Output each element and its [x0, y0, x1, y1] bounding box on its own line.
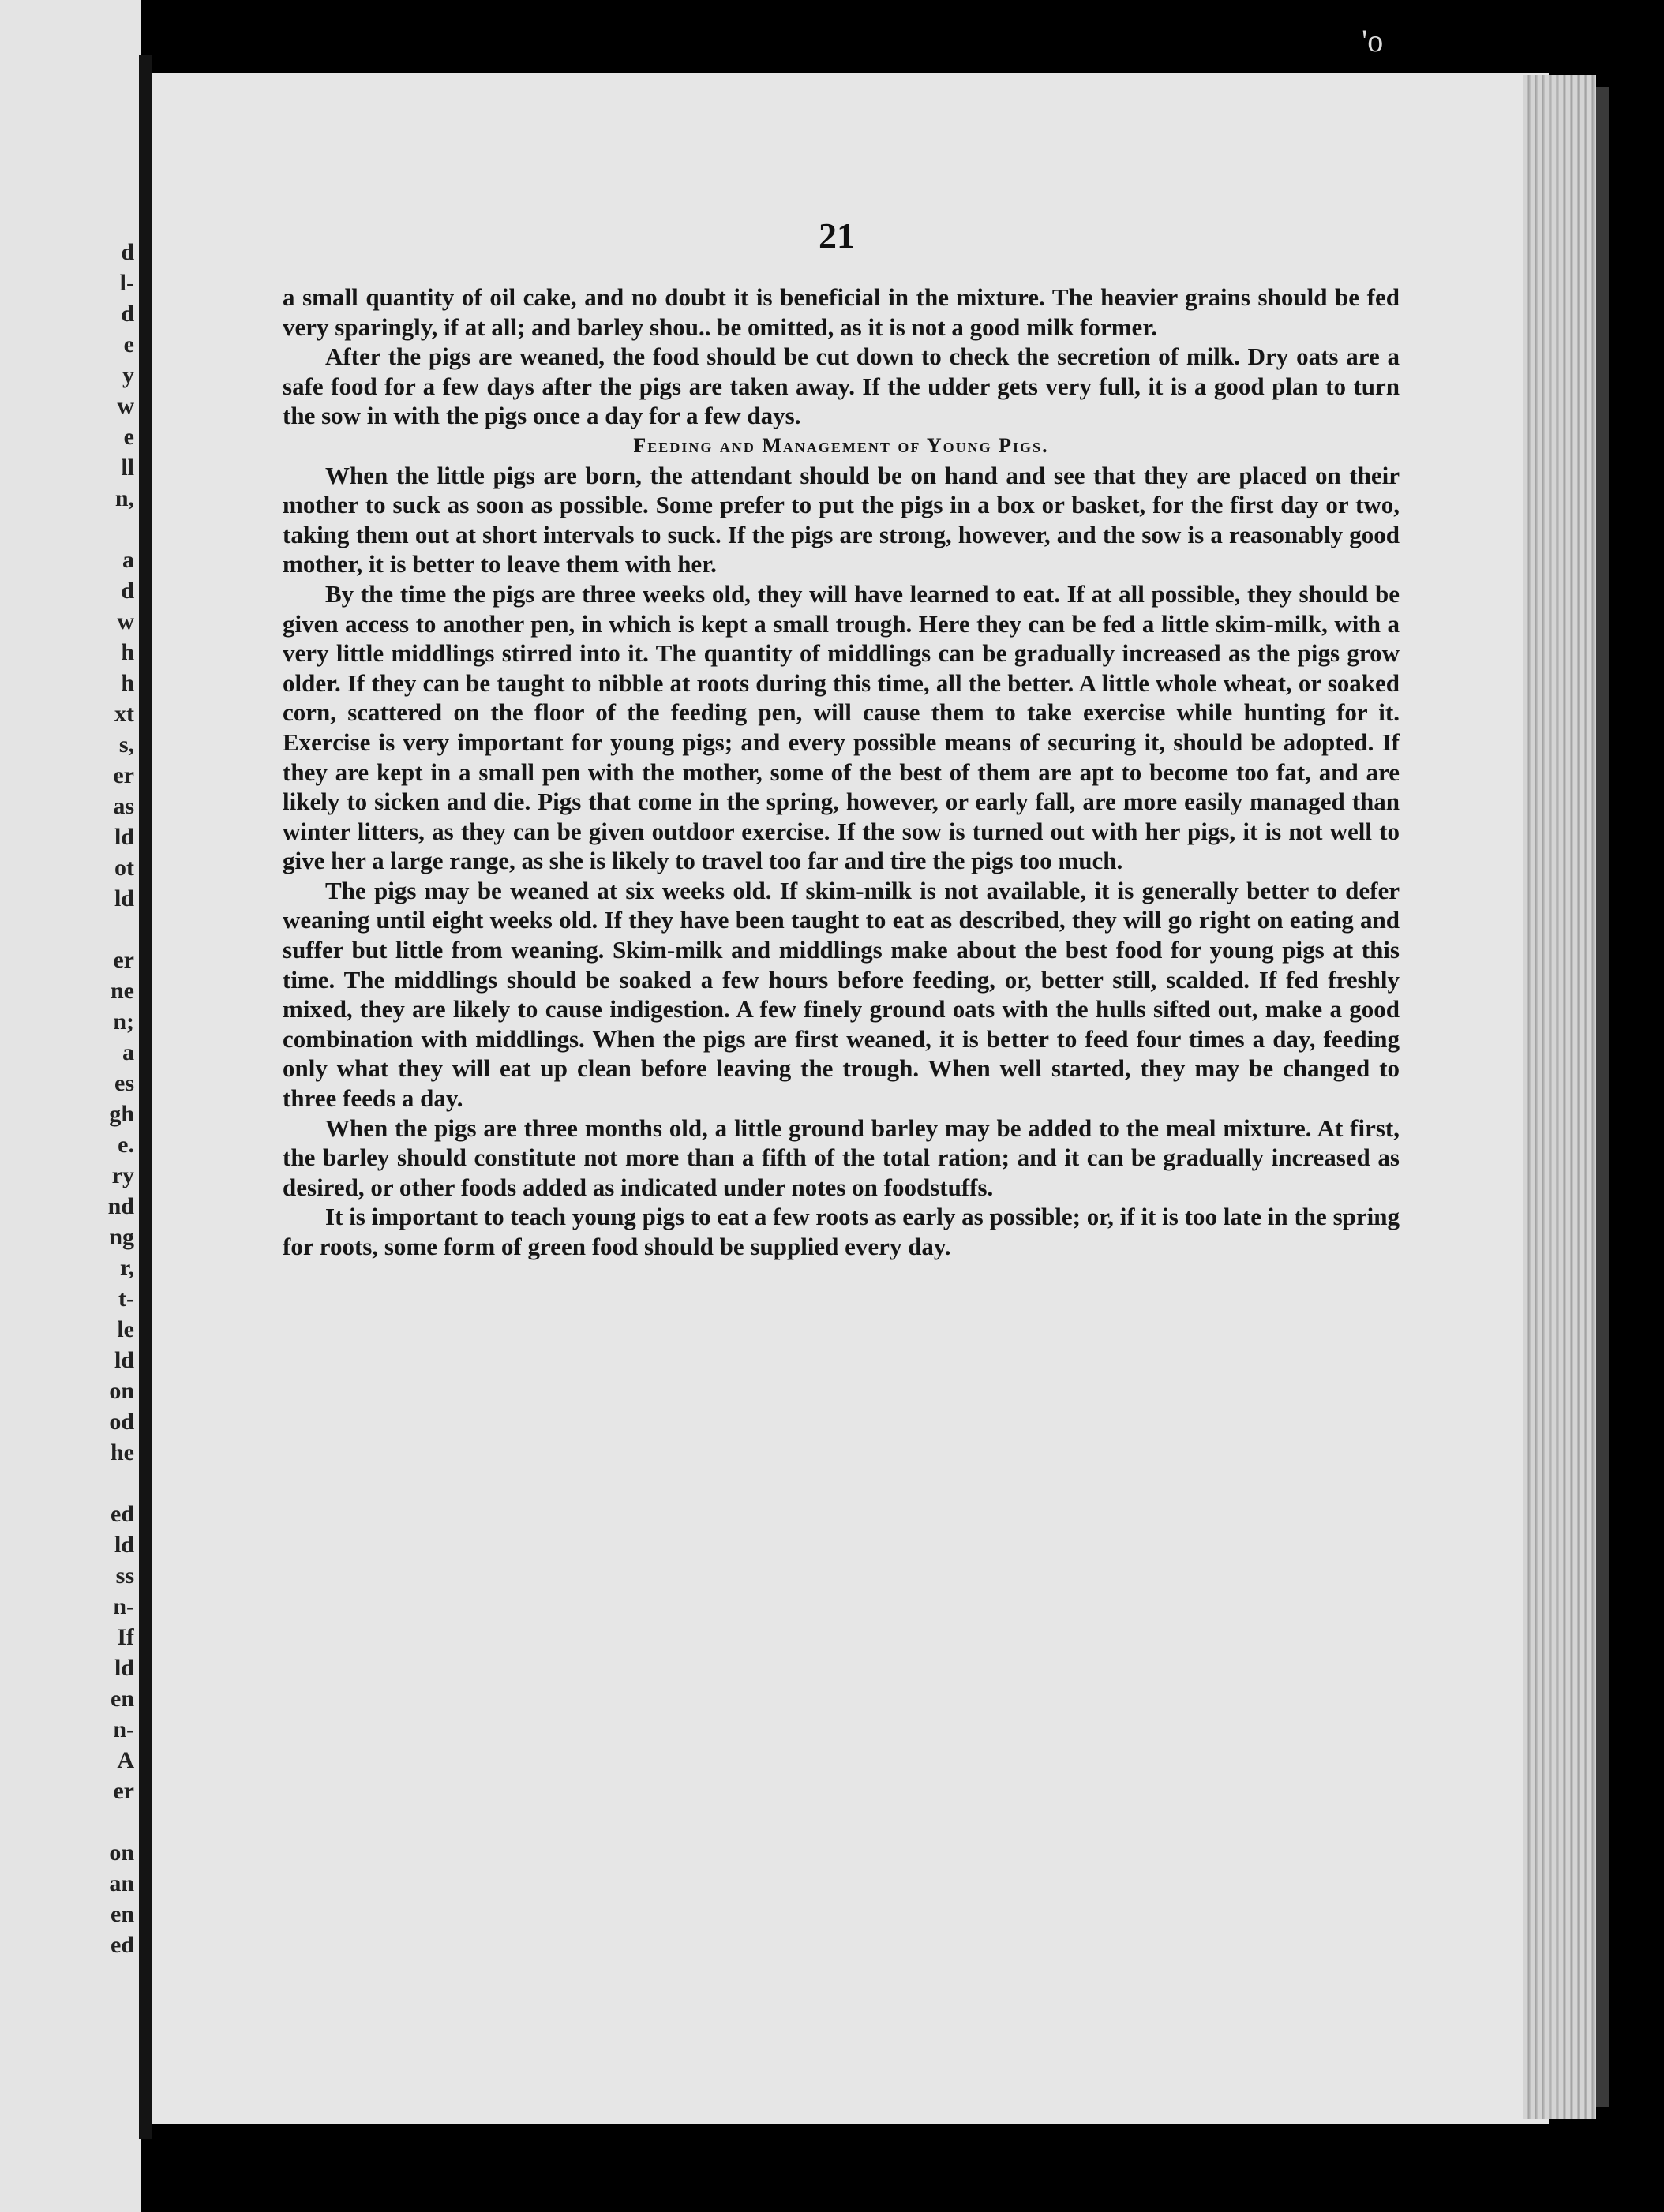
facing-page-fragment: he [111, 1439, 134, 1465]
facing-page-fragment: er [113, 947, 134, 973]
facing-page-fragment [47, 1806, 134, 1837]
facing-page-fragment: e [123, 331, 134, 357]
facing-page-fragment [47, 914, 134, 945]
paragraph: a small quantity of oil cake, and no doubt it is beneficial in the mixture. The heavier grains should be fed very sparingly, if at all; and barley shou.. be omitted, as it is not a good milk former. [283, 283, 1400, 341]
facing-page-fragment: ld [114, 885, 134, 911]
facing-page-fragment: ld [114, 824, 134, 850]
facing-page-fragment: If [117, 1624, 134, 1650]
facing-page-fragment: le [117, 1316, 134, 1342]
facing-page-fragment: ld [114, 1655, 134, 1681]
facing-page-fragment: h [121, 670, 134, 696]
facing-page-fragment: e [123, 424, 134, 450]
page-number: 21 [819, 215, 855, 256]
facing-page-fragment: ed [111, 1501, 134, 1527]
facing-page-fragment: ot [114, 855, 134, 881]
facing-page-fragment: ng [109, 1224, 134, 1250]
facing-page-fragment: a [122, 547, 134, 573]
facing-page-fragment: ll [121, 455, 134, 481]
facing-page-fragment: w [117, 608, 134, 634]
paragraph: It is important to teach young pigs to eat a few roots as early as possible; or, if it is too late in the spring for roots, some form of green food should be supplied every day. [283, 1203, 1400, 1260]
facing-page-fragment: a [122, 1039, 134, 1065]
facing-page-fragment: t- [118, 1286, 134, 1312]
facing-page-fragment [47, 1468, 134, 1499]
facing-page-fragment: ry [111, 1162, 134, 1188]
paragraph: By the time the pigs are three weeks old, they will have learned to eat. If at all possible, they should be given access to another pen, in which is kept a small trough. Here they can be fed a little skim-milk, with a very little middlings stirred into it. The quantity of middlings can be gradually increased as the pigs grow older. If they can be taught to nibble at roots during this time, all the better. A little whole wheat, or soaked corn, scattered on the floor of the feeding pen, will cause them to take exercise while hunting for it. Exercise is very important for young pigs; and every possible means of securing it, should be adopted. If they are kept in a small pen with the mother, some of the best of them are apt to become too fat, and are likely to sicken and die. Pigs that come in the spring, however, or early fall, are more easily managed than winter litters, as they can be given outdoor exercise. If the sow is turned out with her pigs, it is not well to give her a large range, as she is likely to travel too far and tire the pigs too much. [283, 579, 1400, 875]
facing-page-fragment: es [114, 1070, 134, 1096]
facing-page-fragment: er [113, 1778, 134, 1804]
facing-page [0, 0, 141, 2212]
facing-page-fragment: en [111, 1686, 134, 1712]
facing-page-fragment: n- [113, 1593, 134, 1619]
page-stack-edge [1523, 75, 1596, 2119]
facing-page-fragment: d [121, 239, 134, 265]
facing-page-fragment: nd [107, 1193, 134, 1219]
facing-page-fragment: h [121, 639, 134, 665]
facing-page-fragment: w [117, 393, 134, 419]
facing-page-fragment: n; [113, 1009, 134, 1035]
facing-page-fragment: ne [111, 978, 134, 1004]
facing-page-fragment: e. [118, 1132, 134, 1158]
paragraph: After the pigs are weaned, the food should be cut down to check the secretion of milk. Dry oats are a safe food for a few days after the pigs are taken away. If the udder gets very full, it is a good plan to turn the sow in with the pigs once a day for a few days. [283, 342, 1400, 430]
facing-page-fragment: d [121, 301, 134, 327]
book-spine [139, 55, 152, 2139]
facing-page-fragment: n- [113, 1716, 134, 1742]
facing-page-text-edge [47, 237, 134, 2052]
section-heading: Feeding and Management of Young Pigs. [633, 433, 1049, 457]
facing-page-fragment: on [109, 1840, 134, 1866]
paragraph: When the little pigs are born, the attendant should be on hand and see that they are placed on their mother to suck as soon as possible. Some prefer to put the pigs in a box or basket, for the first day or two, taking them out at short intervals to suck. If the pigs are strong, however, and the sow is a reasonably good mother, it is better to leave them with her. [283, 461, 1400, 578]
facing-page-fragment: gh [109, 1101, 134, 1127]
facing-page-fragment: en [111, 1901, 134, 1927]
facing-page-fragment: d [121, 578, 134, 604]
facing-page-fragment: od [109, 1409, 134, 1435]
facing-page-fragment: an [109, 1870, 134, 1896]
facing-page-fragment: ed [111, 1932, 134, 1958]
facing-page-fragment: xt [114, 701, 134, 727]
facing-page-fragment: s, [118, 732, 134, 758]
facing-page-fragment: on [109, 1378, 134, 1404]
facing-page-fragment: n, [114, 485, 134, 511]
facing-page-fragment: r, [119, 1255, 134, 1281]
facing-page-fragment: l- [119, 270, 134, 296]
paragraph: The pigs may be weaned at six weeks old. If skim-milk is not available, it is generally better to defer weaning until eight weeks old. If they have been taught to eat as described, they will go right on eating and suffer but little from weaning. Skim-milk and middlings make about the best food for young pigs at this time. The middlings should be soaked a few hours before feeding, or, better still, scalded. If fed freshly mixed, they are likely to cause indigestion. A few finely ground oats with the hulls sifted out, make a good combination with middlings. When the pigs are first weaned, it is better to feed four times a day, feeding only what they will eat up clean before leaving the trough. When well started, they may be changed to three feeds a day. [283, 876, 1400, 1113]
corner-mark: 'o [1362, 23, 1384, 58]
facing-page-fragment: as [113, 793, 134, 819]
facing-page-fragment: er [113, 762, 134, 788]
facing-page-fragment [47, 514, 134, 545]
paragraph: When the pigs are three months old, a little ground barley may be added to the meal mixture. At first, the barley should constitute not more than a fifth of the total ration; and it can be gradually increased as desired, or other foods added as indicated under notes on foodstuffs. [283, 1113, 1400, 1201]
facing-page-fragment: ld [114, 1347, 134, 1373]
facing-page-fragment: A [117, 1747, 134, 1773]
facing-page-fragment: ld [114, 1532, 134, 1558]
facing-page-fragment: ss [115, 1563, 134, 1589]
page-stack-shadow [1596, 87, 1609, 2107]
page-body [283, 283, 1400, 1262]
facing-page-fragment: y [122, 362, 134, 388]
